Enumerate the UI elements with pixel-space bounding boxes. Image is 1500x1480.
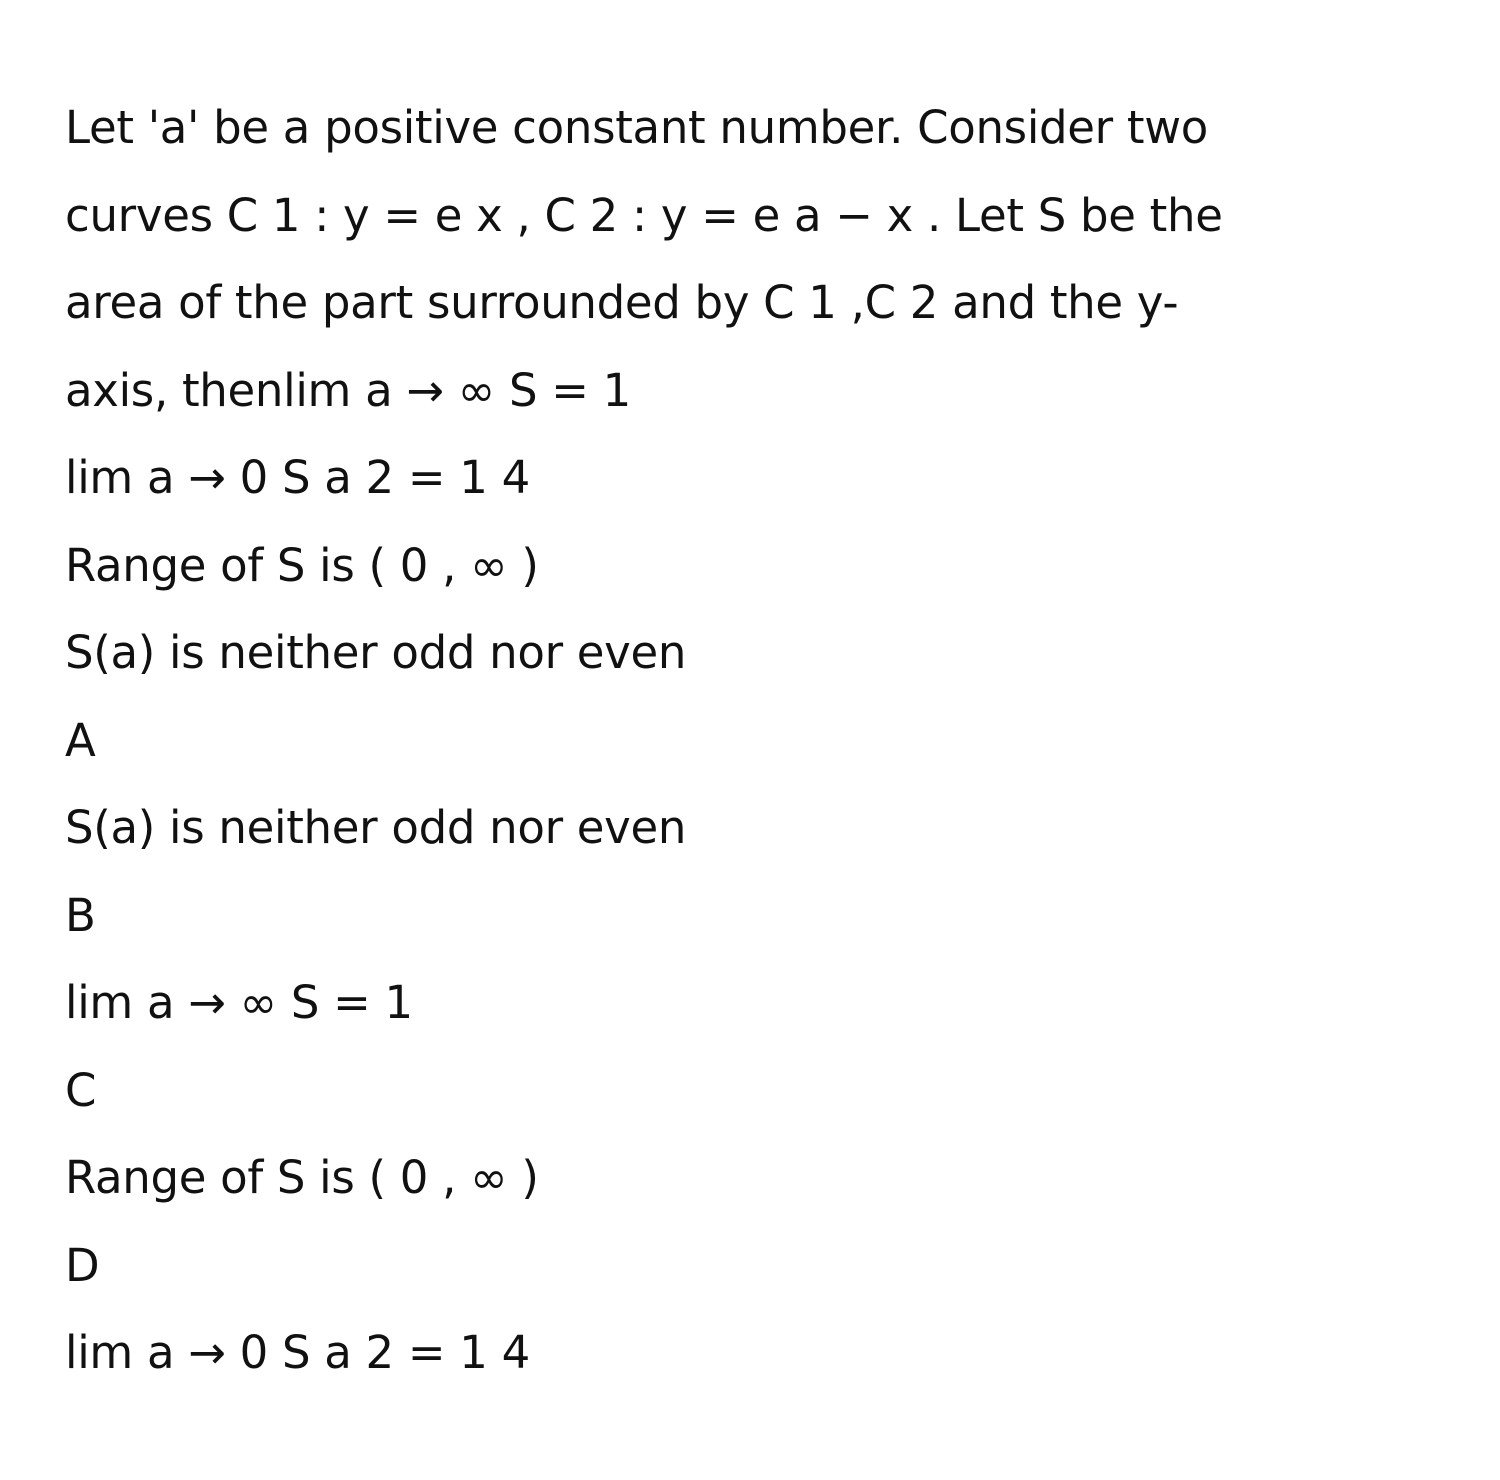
option-a[interactable] xyxy=(65,705,1445,880)
option-c[interactable] xyxy=(65,1055,1445,1230)
question-document xyxy=(65,92,1445,1405)
option-b[interactable] xyxy=(65,880,1445,1055)
question-line: axis, thenlim a → ∞ S = 1 xyxy=(65,363,631,417)
statement-item: lim a → 0 S a 2 = 1 4 xyxy=(65,451,530,504)
option-text: S(a) is neither odd nor even xyxy=(65,801,687,854)
question-line: area of the part surrounded by C 1 ,C 2 and the y- xyxy=(65,276,1179,329)
question-text xyxy=(65,92,1445,442)
option-text: lim a → ∞ S = 1 xyxy=(65,976,413,1029)
option-letter: A xyxy=(65,713,96,767)
statement-list xyxy=(65,442,1445,705)
question-line: Let 'a' be a positive constant number. Consider two xyxy=(65,101,1208,154)
option-text: Range of S is ( 0 , ∞ ) xyxy=(65,1151,539,1204)
option-text: lim a → 0 S a 2 = 1 4 xyxy=(65,1326,530,1379)
option-letter: D xyxy=(65,1238,100,1292)
option-letter: B xyxy=(65,888,96,942)
option-letter: C xyxy=(65,1063,97,1117)
question-line: curves C 1 : y = e x , C 2 : y = e a − x . Let S be the xyxy=(65,188,1223,242)
answer-options xyxy=(65,705,1445,1405)
statement-item: Range of S is ( 0 , ∞ ) xyxy=(65,538,539,592)
option-d[interactable] xyxy=(65,1230,1445,1405)
statement-item: S(a) is neither odd nor even xyxy=(65,626,687,679)
